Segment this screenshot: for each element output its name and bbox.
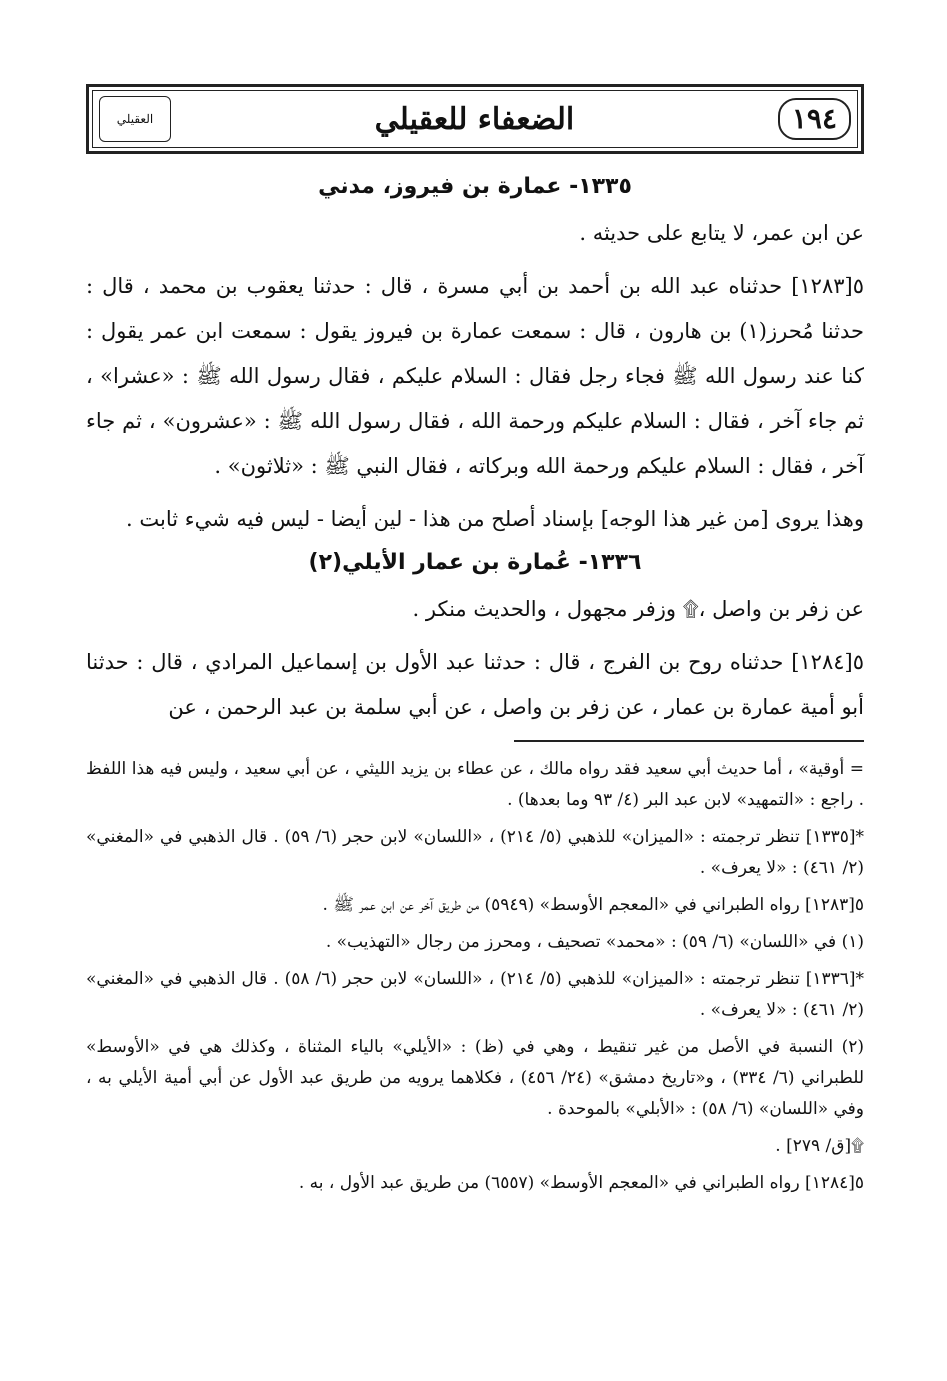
left-ornament: العقيلي — [99, 96, 171, 142]
footnote: ۩[ق/ ٢٧٩] . — [775, 1136, 864, 1156]
footnote-divider — [514, 740, 864, 742]
page-number: ١٩٤ — [778, 98, 851, 140]
entry-summary: عن ابن عمر، لا يتابع على حديثه . — [579, 221, 864, 245]
footnote: *[١٣٣٥] تنظر ترجمته : «الميزان» للذهبي (٥/ ٢١٤) ، «اللسان» لابن حجر (٦/ ٥٩) . قال الذهبي في «المغني» (٢/ ٤٦١) : «لا يعرف» . — [86, 827, 865, 878]
entry-title: ١٣٣٥- عمارة بن فيروز، مدني — [318, 174, 632, 199]
book-title: الضعفاء للعقيلي — [374, 101, 575, 137]
entry-title: ١٣٣٦- عُمارة بن عمار الأيلي(٢) — [308, 550, 642, 575]
commentary-paragraph: وهذا يروى [من غير هذا الوجه] بإسناد أصلح من هذا - لين أيضا - ليس فيه شيء ثابت . — [126, 507, 864, 531]
footnote: ٥[١٢٨٣] رواه الطبراني في «المعجم الأوسط» (٥٩٤٩) من طريق آخر عن ابن عمر ﷺ . — [322, 895, 864, 915]
hadith-paragraph: ٥[١٢٨٣] حدثناه عبد الله بن أحمد بن أبي مسرة ، قال : حدثنا يعقوب بن محمد ، قال : حدثنا مُحرز(١) بن هارون ، قال : سمعت عمارة بن فيروز يقول : سمعت ابن عمر يقول : كنا عند رسول الله ﷺ فجاء رجل فقال : السلام عليكم ، فقال رسول الله ﷺ : «عشرا» ، ثم جاء آخر ، فقال : السلام عليكم ورحمة الله ، فقال رسول الله ﷺ : «عشرون» ، ثم جاء آخر ، فقال : السلام عليكم ورحمة الله وبركاته ، فقال النبي ﷺ : «ثلاثون» . — [86, 274, 864, 478]
footnote: (٢) النسبة في الأصل من غير تنقيط ، وهي في (ظ) : «الأيلي» بالياء المثناة ، وكذلك هي في «الأوسط» للطبراني (٦/ ٣٣٤) ، و«تاريخ دمشق» (٢٤/ ٤٥٦) ، فكلاهما يرويه من طريق عبد الأول عن أبي أمية الأيلي به ، وفي «اللسان» (٦/ ٥٨) : «الأبلي» بالموحدة . — [86, 1037, 864, 1119]
page-body — [86, 168, 864, 1205]
footnote: (١) في «اللسان» (٦/ ٥٩) : «محمد» تصحيف ، ومحرز من رجال «التهذيب» . — [325, 932, 864, 952]
footnote: ٥[١٢٨٤] رواه الطبراني في «المعجم الأوسط» (٦٥٥٧) من طريق عبد الأول ، به . — [298, 1173, 864, 1193]
running-header — [86, 84, 864, 154]
hadith-paragraph: ٥[١٢٨٤] حدثناه روح بن الفرج ، قال : حدثنا عبد الأول بن إسماعيل المرادي ، قال : حدثنا أبو أمية عمارة بن عمار ، عن زفر بن واصل ، عن أبي سلمة بن عبد الرحمن ، عن — [86, 650, 864, 719]
footnote: *[١٣٣٦] تنظر ترجمته : «الميزان» للذهبي (٥/ ٢١٤) ، «اللسان» لابن حجر (٦/ ٥٨) . قال الذهبي في «المغني» (٢/ ٤٦١) : «لا يعرف» . — [86, 969, 865, 1020]
footnote: = أوقية» ، أما حديث أبي سعيد فقد رواه مالك ، عن عطاء بن يزيد الليثي ، عن أبي سعيد ، وليس فيه هذا اللفظ . راجع : «التمهيد» لابن عبد البر (٤/ ٩٣ وما بعدها) . — [86, 759, 864, 810]
entry-summary: عن زفر بن واصل ،۩ وزفر مجهول ، والحديث منكر . — [412, 597, 864, 621]
